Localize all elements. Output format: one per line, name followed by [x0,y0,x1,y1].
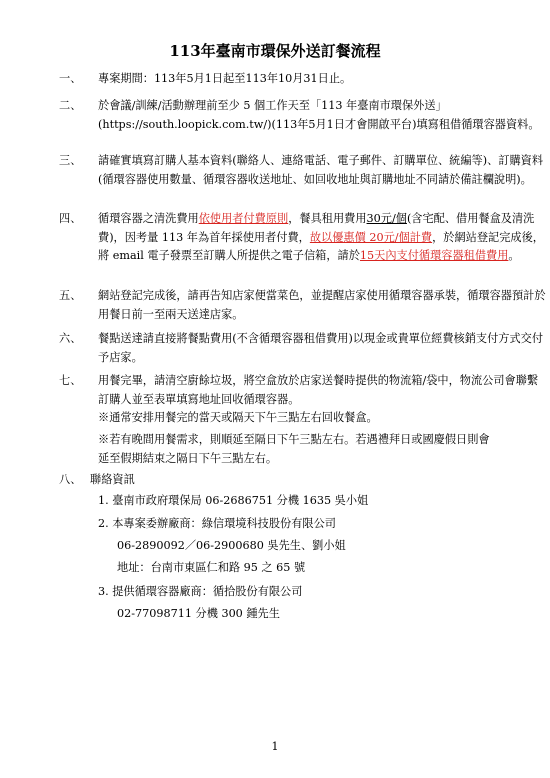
contact-3-phone: 02-77098711 分機 300 鍾先生 [117,607,280,620]
contact-2-phone: 06-2890092／06-2900680 吳先生、劉小姐 [117,539,346,552]
discount-price: 故以優惠價 20元/個計費 [309,230,433,244]
section-text: 網站登記完成後，請再告知店家便當菜色，並提醒店家使用循環容器承裝，循環容器預計於用餐日前一至兩天送達店家。 [98,289,546,321]
section-number: 五、 [59,289,82,302]
section-text: 於會議/訓練/活動辦理前至少 5 個工作天至「113 年臺南市環保外送」(https://south.loopick.com.tw/)(113年5月1日才會開啟平台)填寫租借循環容器資料。 [98,99,540,131]
page-title: 113年臺南市環保外送訂餐流程 [169,42,381,60]
contact-2: 2. 本專案委辦廠商：綠信環境科技股份有限公司 [98,517,336,530]
rental-fee: 30元/個 [366,212,407,225]
contact-heading: 聯絡資訊 [90,473,135,486]
page-number: 1 [271,740,279,753]
section-number: 三、 [59,154,82,167]
section-text: 循環容器之清洗費用依使用者付費原則，餐具租用費用30元/個(含宅配、借用餐盒及清洗費)，因考量 113 年為首年採使用者付費，故以優惠價 20元/個計費，於網站登記完成後，將 email 電子發票至訂購人所提供之電子信箱，請於15天內支付循環容器租借費用。 [98,212,544,262]
user-pays-principle: 依使用者付費原則 [198,212,289,225]
section-number: 六、 [59,332,82,345]
payment-deadline: 15天內支付循環容器租借費用 [359,249,509,262]
section-number: 二、 [59,99,82,112]
section-number: 四、 [59,212,82,225]
contact-number: 八、 [59,473,82,486]
section-text: 用餐完畢，請清空廚餘垃圾，將空盒放於店家送餐時提供的物流箱/袋中，物流公司會聯繫訂購人並至表單填寫地址回收循環容器。 [98,374,539,406]
contact-1: 1. 臺南市政府環保局 06-2686751 分機 1635 吳小姐 [98,494,369,507]
note-2: ※若有晚間用餐需求，則順延至隔日下午三點左右。若遇禮拜日或國慶假日則會延至假期結束之隔日下午三點左右。 [98,433,490,465]
contact-3: 3. 提供循環容器廠商：循拾股份有限公司 [98,585,303,598]
section-number: 一、 [59,72,82,85]
section-text: 專案期間：113年5月1日起至113年10月31日止。 [98,72,352,85]
note-1: ※通常安排用餐完的當天或隔天下午三點左右回收餐盒。 [98,411,378,424]
section-text: 餐點送達請直接將餐點費用(不含循環容器租借費用)以現金或貴單位經費核銷支付方式交付予店家。 [98,332,544,364]
section-number: 七、 [59,374,82,387]
contact-2-address: 地址：台南市東區仁和路 95 之 65 號 [117,561,306,574]
section-text: 請確實填寫訂購人基本資料(聯絡人、連絡電話、電子郵件、訂購單位、統編等)、訂購資料(循環容器使用數量、循環容器收送地址、如回收地址與訂購地址不同請於備註欄說明)。 [98,154,544,186]
